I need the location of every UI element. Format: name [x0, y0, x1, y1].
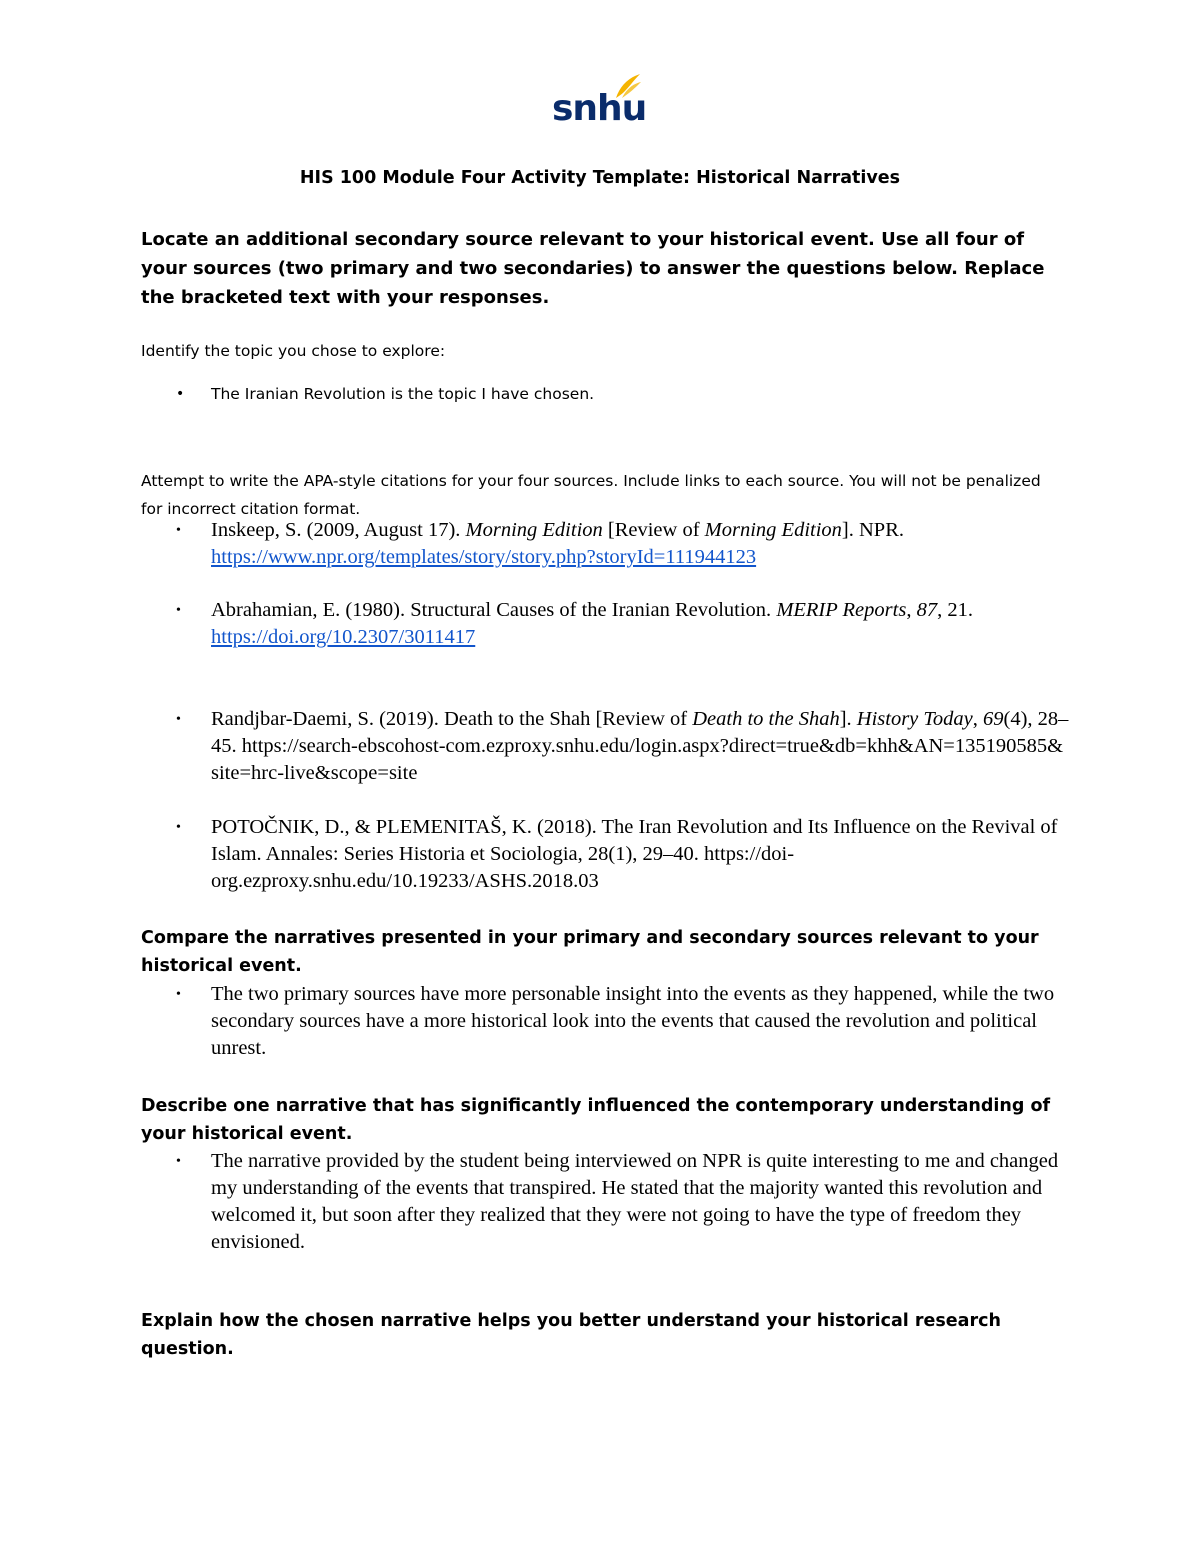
bullet-icon: • [176, 523, 181, 538]
citation-text: , 21. [937, 599, 973, 621]
citation-text: Randjbar-Daemi, S. (2019). Death to the Shah [Review of [211, 708, 693, 730]
topic-answer: The Iranian Revolution is the topic I have chosen. [211, 385, 595, 403]
citation-text: [Review of [602, 519, 705, 541]
citation-italic: Morning Edition [465, 519, 603, 541]
bullet-icon: • [176, 603, 181, 618]
topic-label: Identify the topic you chose to explore: [141, 342, 446, 360]
citation-link[interactable]: https://doi.org/10.2307/3011417 [211, 626, 476, 648]
bullet-icon: • [176, 1154, 181, 1169]
citation-text: Inskeep, S. (2009, August 17). [211, 519, 466, 541]
logo-text: snhu [552, 88, 647, 129]
bullet-icon: • [176, 820, 181, 835]
citation-text: , [906, 599, 917, 621]
citation-italic: 69 [983, 708, 1004, 730]
citation-text: , [972, 708, 984, 730]
citation-text: Abrahamian, E. (1980). Structural Causes of the Iranian Revolution. [211, 599, 777, 621]
bullet-icon: • [176, 386, 185, 402]
citation-2 [211, 597, 1071, 651]
citation-4: POTOČNIK, D., & PLEMENITAŠ, K. (2018). The Iran Revolution and Its Influence on the Revival of Islam. Annales: Series Historia et Sociologia, 28(1), 29–40. https://doi-org.ezproxy.snhu.edu/10.19233/ASHS.2018.03 [211, 816, 1058, 892]
citation-text: (4), 28–45. https://search-ebscohost-com.ezproxy.snhu.edu/login.aspx?direct=true&db=khh&AN=135190585&site=hrc-live&scope=site [211, 708, 1069, 784]
snhu-logo [552, 72, 647, 134]
citation-italic: MERIP Reports [776, 599, 907, 621]
bullet-icon: • [176, 987, 181, 1002]
explain-label: Explain how the chosen narrative helps you better understand your historical research question. [141, 1311, 1001, 1359]
compare-answer: The two primary sources have more personable insight into the events as they happened, while the two secondary sources have a more historical look into the events that caused the revolution and political unrest. [211, 983, 1055, 1059]
citation-italic: 87 [916, 599, 938, 621]
citation-3 [211, 706, 1071, 787]
citation-italic: Death to the Shah [692, 708, 840, 730]
describe-label: Describe one narrative that has significantly influenced the contemporary understanding of your historical event. [141, 1096, 1051, 1144]
citation-italic: History Today [856, 708, 973, 730]
citation-text: ]. NPR. [841, 519, 904, 541]
bullet-icon: • [176, 712, 181, 727]
describe-answer: The narrative provided by the student being interviewed on NPR is quite interesting to me and changed my understanding of the events that transpired. He stated that the majority wanted this revolution and welcomed it, but soon after they realized that they were not going to have the type of freedom they envisioned. [211, 1150, 1059, 1253]
compare-label: Compare the narratives presented in your primary and secondary sources relevant to your historical event. [141, 928, 1039, 976]
intro-instructions: Locate an additional secondary source relevant to your historical event. Use all four of your sources (two primary and two secondaries) to answer the questions below. Replace the bracketed text with your responses. [141, 229, 1045, 308]
citation-text: ]. [839, 708, 857, 730]
page-title: HIS 100 Module Four Activity Template: Historical Narratives [299, 168, 901, 188]
citation-1 [211, 517, 1071, 571]
citations-label: Attempt to write the APA-style citations for your four sources. Include links to each source. You will not be penalized for incorrect citation format. [141, 472, 1041, 518]
citation-link[interactable]: https://www.npr.org/templates/story/story.php?storyId=111944123 [211, 546, 757, 568]
citation-italic: Morning Edition [704, 519, 842, 541]
